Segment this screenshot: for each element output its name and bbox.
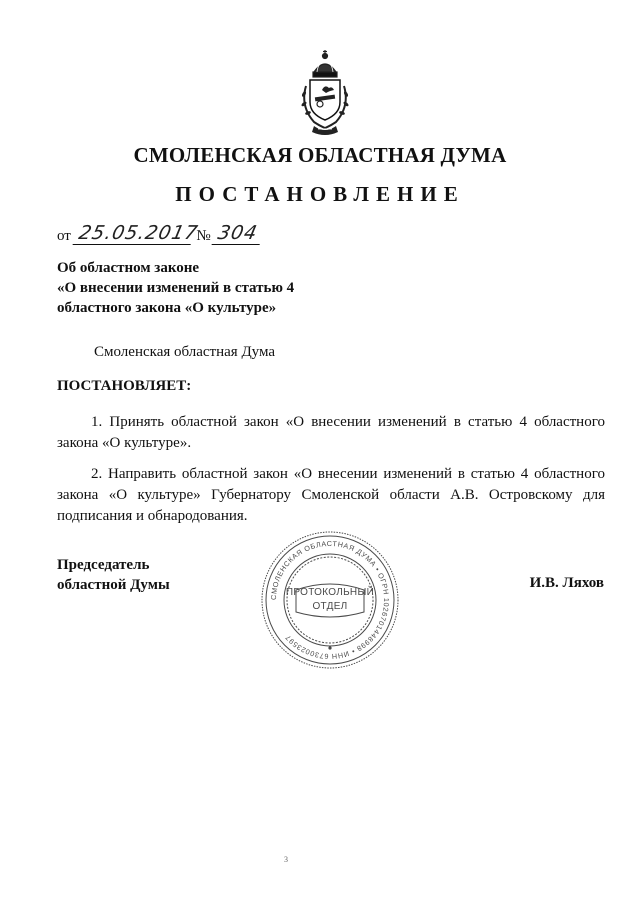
paragraph-2 [57,464,605,527]
document-date-number-line [57,222,262,245]
official-stamp [256,530,404,670]
handwritten-date: 25.05.2017 [72,222,195,245]
stamp-center-line-1: ПРОТОКОЛЬНЫЙ [285,587,375,598]
coat-of-arms-icon [296,50,354,136]
signatory-name: И.В. Ляхов [529,575,604,591]
page-mark: 3 [284,855,288,864]
number-prefix: № [196,228,211,244]
resolves-heading: ПОСТАНОВЛЯЕТ: [57,378,192,394]
document-type-heading: ПОСТАНОВЛЕНИЕ [175,182,465,206]
issuer-text: Смоленская областная Дума [94,344,276,360]
subject-line-3: областного закона «О культуре» [57,300,277,316]
signatory-title-line-1: Председатель [57,557,150,573]
organization-title: СМОЛЕНСКАЯ ОБЛАСТНАЯ ДУМА [133,143,507,167]
signatory-title-line-2: областной Думы [57,577,170,593]
signatory-title [57,555,170,595]
stamp-center-line-2: ОТДЕЛ [312,601,348,612]
paragraph-1 [57,412,605,454]
subject-line-1: Об областном законе [57,260,200,276]
subject-line-2: «О внесении изменений в статью 4 [57,280,295,296]
paragraph-1-text: 1. Принять областной закон «О внесении изменений в статью 4 областного закона «О культуре». [57,414,605,451]
document-subject [57,258,294,318]
paragraph-2-text: 2. Направить областной закон «О внесении изменений в статью 4 областного закона «О культуре» Губернатору Смоленской области А.В. Островскому для подписания и обнародования. [57,466,605,524]
stamp-ring-text: СМОЛЕНСКАЯ ОБЛАСТНАЯ ДУМА • ОГРН 1026701448998 • ИНН 6730023597 [268,538,392,662]
handwritten-number: 304 [212,222,265,245]
date-prefix: от [57,228,71,244]
